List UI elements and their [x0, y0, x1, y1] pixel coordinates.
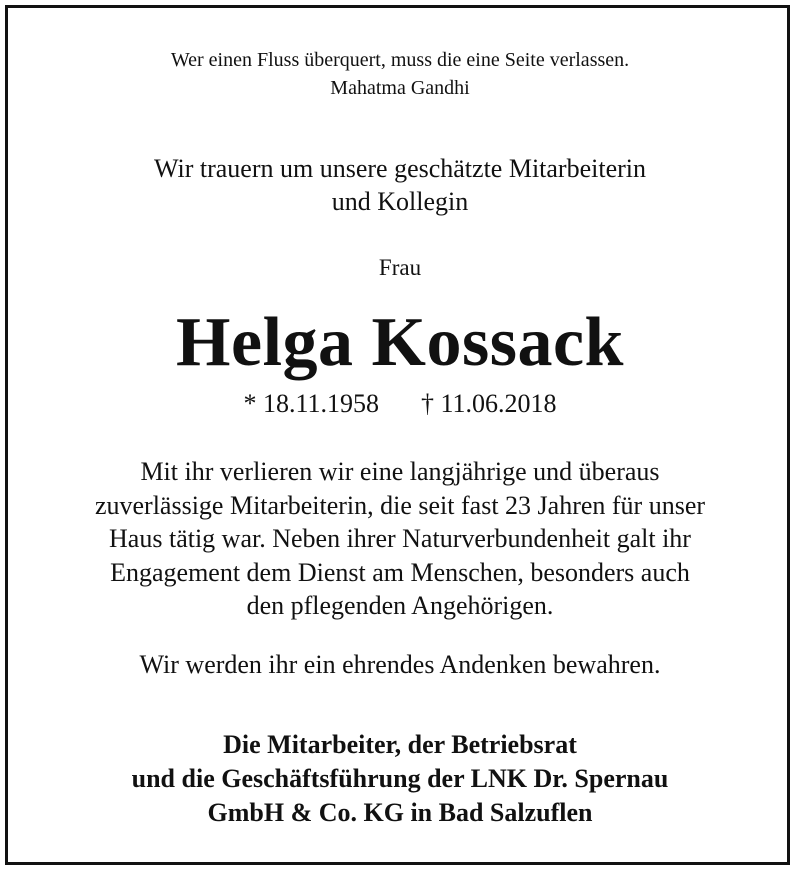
tribute-line: Engagement dem Dienst am Menschen, besonders auch [110, 557, 690, 587]
tribute-line: Mit ihr verlieren wir eine langjährige und überaus [140, 457, 660, 486]
death-date: † 11.06.2018 [421, 389, 557, 418]
signature-line: und die Geschäftsführung der LNK Dr. Spernau [131, 764, 669, 793]
life-dates [0, 388, 800, 420]
birth-date: * 18.11.1958 [243, 389, 379, 418]
quote-author: Mahatma Gandhi [330, 77, 470, 99]
tribute-text [0, 455, 800, 623]
tribute-line: den pflegenden Angehörigen. [246, 591, 554, 620]
deceased-name: Helga Kossack [176, 304, 624, 381]
signature-line: Die Mitarbeiter, der Betriebsrat [223, 730, 577, 759]
tribute-line: zuverlässige Mitarbeiterin, die seit fast 23 Jahren für unser [94, 490, 706, 520]
intro-line-2: und Kollegin [331, 187, 469, 216]
quote-text: Wer einen Fluss überquert, muss die eine Seite verlassen. [170, 49, 630, 71]
signature-block [0, 728, 800, 830]
closing-statement: Wir werden ihr ein ehrendes Andenken bewahren. [139, 650, 661, 679]
tribute-line: Haus tätig war. Neben ihrer Naturverbundenheit galt ihr [109, 524, 691, 553]
quote-block [0, 46, 800, 102]
signature-line: GmbH & Co. KG in Bad Salzuflen [207, 798, 593, 827]
salutation: Frau [378, 255, 422, 280]
mourning-intro [0, 152, 800, 218]
intro-line-1: Wir trauern um unsere geschätzte Mitarbeiterin [153, 154, 647, 183]
